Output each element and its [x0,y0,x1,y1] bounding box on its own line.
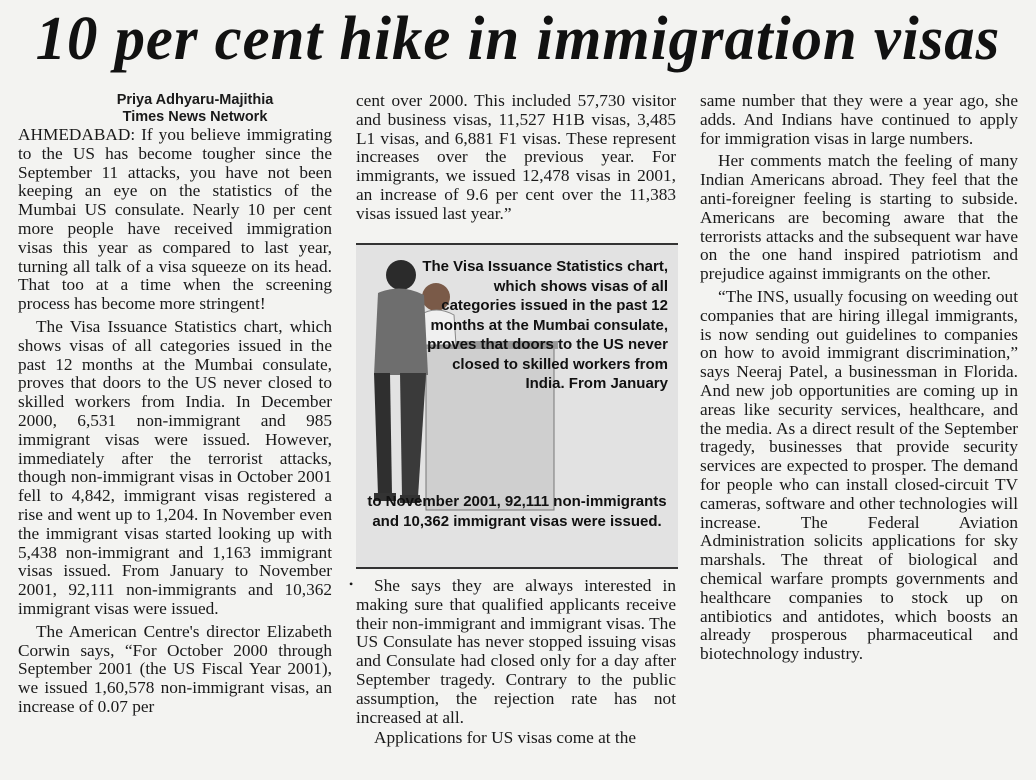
col1-paragraph-3: The American Centre's director Elizabeth Corwin says, “For October 2000 through September 2001 (the US Fiscal Year 2001), we issued 1,60,578 non-immigrant visas, an increase of 0.07 per [18,621,332,716]
col1-paragraph-2: The Visa Issuance Statistics chart, which shows visas of all categories issued in the past 12 months at the Mumbai consulate, proves that doors to the US never closed to skilled workers from India. In December 2000, 6,531 non-immigrant and 985 immigrant visas were issued. However, immediately after the terrorist attacks, though non-immigrant visas in October 2001 fell to 4,842, immigrant visas registered a rise and went up to 1,204. In November even the immigrant visas started looking up with 5,438 non-immigrant and 1,163 immigrant visas issued. From January to November 2001, 92,111 non-immigrants and 10,362 immigrant visas were issued. [18,316,332,618]
photo-visa-counter [356,243,678,569]
col2-paragraph-1: cent over 2000. This included 57,730 visitor and business visas, 11,527 H1B visas, 3,485 L1 visas, and 6,881 F1 visas. These represent increases over the previous year. For immigrants, we issued 12,478 visas in 2001, an increase of 9.6 per cent over the 11,383 visas issued last year.” [356,91,676,223]
column-2 [356,92,676,224]
column-1 [18,92,332,717]
col2-paragraph-2: She says they are always interested in making sure that qualified applicants receive their non-immigrant and immigrant visas. The US Consulate has never stopped issuing visas and Consulate had closed only for a day after September tragedy. Contrary to the public assumption, the rejection rate has not increased at all. [356,576,676,727]
col3-paragraph-1: same number that they were a year ago, she adds. And Indians have continued to apply for immigration visas in large numbers. [700,91,1018,148]
headline: 10 per cent hike in immigration visas [35,5,1001,73]
bullet-mark: • [349,577,354,591]
col3-paragraph-3: “The INS, usually focusing on weeding out companies that are hiring illegal immigrants, is now sending out guidelines to companies on how to avoid immigrant discrimination,” says Neeraj Patel, a businessman in Florida. And new job opportunities are coming up in areas like security services, healthcare, and the media. As a direct result of the September tragedy, businesses that provide security services are expected to prosper. The demand for people who can install closed-circuit TV cameras, software and other technologies will increase. The Federal Aviation Administration solicits applications for sky marshals. The threat of biological and chemical warfare prompts governments and healthcare companies to stock up on antibiotics and antidotes, which boosts an already prosperous pharmaceutical and biotechnology industry. [700,286,1018,664]
photo-caption-end: to November 2001, 92,111 non-immigrants and 10,362 immigrant visas were issued. [367,493,667,530]
column-3 [700,92,1018,664]
col3-paragraph-2: Her comments match the feeling of many Indian Americans abroad. They feel that the anti-foreigner feeling is starting to subside. Americans are becoming aware that the terrorists attacks and the subsequent war have on the one hand inspired patriotism and prejudice against immigrants on the other. [700,151,1018,284]
col1-paragraph-1: AHMEDABAD: If you believe immigrating to the US has become tougher since the September 11 attacks, you have not been keeping an eye on the statistics of the Mumbai US consulate. Nearly 10 per cent more people have received immigration visas this year as compared to last year, turning all talk of a visa squeeze on its head. That too at a time when the screening process has become more stringent! [18,125,332,314]
col2-paragraph-3: Applications for US visas come at the [374,728,637,748]
byline-author: Priya Adhyaru-Majithia [116,92,274,108]
column-2-lower [349,575,676,748]
byline-agency: Times News Network [122,109,268,125]
photo-caption-main: The Visa Issuance Statistics chart, which shows visas of all categories issued in the past 12 months at the Mumbai consulate, proves that doors to the US never closed to skilled workers from India. From January [422,258,668,392]
